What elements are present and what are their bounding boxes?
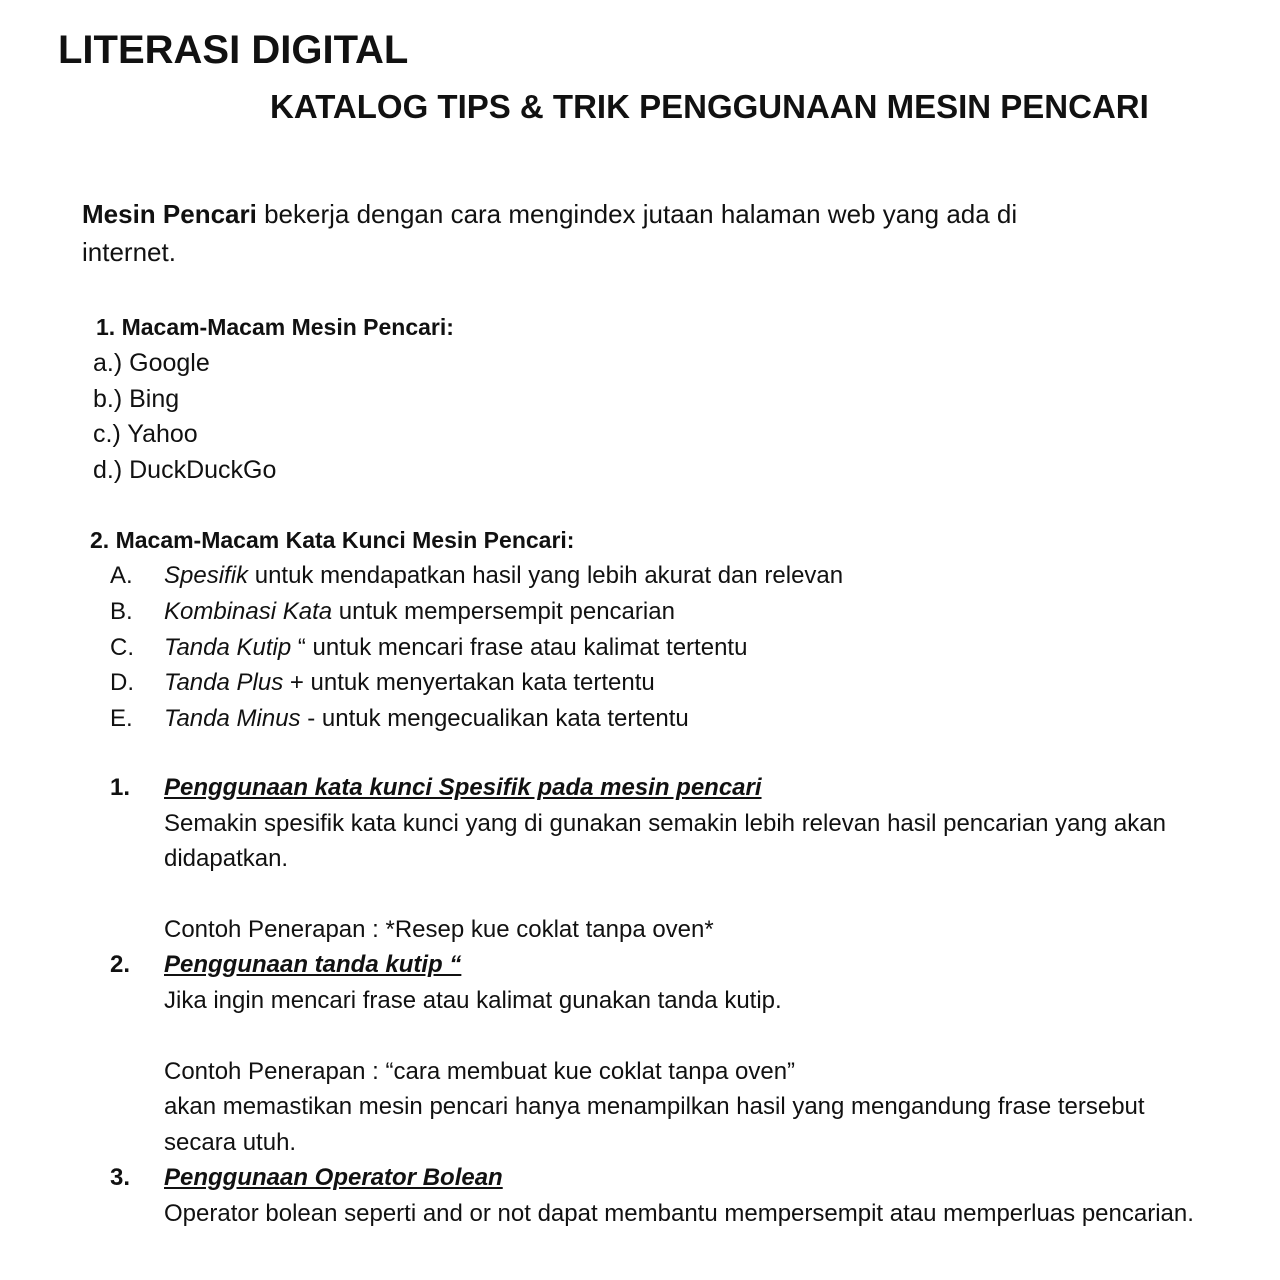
- list-item: [110, 630, 843, 666]
- keyword-description: “ untuk mencari frase atau kalimat tertentu: [291, 633, 748, 661]
- list-item: [110, 701, 843, 737]
- list-marker: D.: [110, 669, 134, 697]
- tip-number: 1.: [110, 774, 131, 801]
- tip-number: 2.: [110, 951, 131, 978]
- list-item: [110, 665, 843, 701]
- page-title: LITERASI DIGITAL: [58, 28, 409, 72]
- list-item: [110, 594, 843, 630]
- intro-bold-term: Mesin Pencari: [82, 199, 257, 229]
- tip-text: Semakin spesifik kata kunci yang di gunakan semakin lebih relevan hasil pencarian yang akan didapatkan.: [164, 809, 1166, 872]
- keyword-term: Spesifik: [164, 562, 249, 589]
- section-heading-search-engines: 1. Macam-Macam Mesin Pencari:: [96, 314, 454, 340]
- list-marker: C.: [110, 633, 134, 661]
- intro-text: bekerja dengan cara mengindex jutaan halaman web yang ada di internet.: [82, 199, 1018, 267]
- tip-text: Operator bolean seperti and or not dapat membantu mempersempit atau memperluas pencarian.: [164, 1199, 1194, 1227]
- keyword-description: + untuk menyertakan kata tertentu: [283, 669, 655, 697]
- keyword-description: untuk mendapatkan hasil yang lebih akurat dan relevan: [248, 562, 844, 589]
- keyword-term: Tanda Kutip: [164, 633, 292, 661]
- keyword-description: - untuk mengecualikan kata tertentu: [300, 705, 689, 733]
- tip-heading: Penggunaan Operator Bolean: [164, 1164, 503, 1191]
- tip-heading: Penggunaan kata kunci Spesifik pada mesin pencari: [164, 774, 762, 801]
- list-item: d.) DuckDuckGo: [93, 455, 277, 484]
- page-subtitle: KATALOG TIPS & TRIK PENGGUNAAN MESIN PENCARI: [270, 88, 1149, 125]
- list-item: [110, 558, 843, 594]
- tip-text: Jika ingin mencari frase atau kalimat gunakan tanda kutip.: [164, 986, 782, 1014]
- keyword-description: untuk mempersempit pencarian: [332, 597, 675, 625]
- keyword-term: Tanda Plus: [164, 669, 284, 697]
- list-item: a.) Google: [93, 349, 210, 377]
- tip-example: Contoh Penerapan : *Resep kue coklat tanpa oven*: [164, 916, 714, 943]
- list-marker: B.: [110, 597, 133, 625]
- list-marker: E.: [110, 705, 133, 733]
- keyword-type-list: [110, 558, 843, 737]
- tip-heading: Penggunaan tanda kutip “: [164, 951, 462, 978]
- search-engine-list: [93, 346, 276, 488]
- keyword-term: Tanda Minus: [164, 705, 301, 733]
- tip-number: 3.: [110, 1164, 131, 1191]
- intro-paragraph: [82, 195, 1082, 271]
- section-heading-keywords: 2. Macam-Macam Kata Kunci Mesin Pencari:: [90, 527, 575, 553]
- keyword-term: Kombinasi Kata: [164, 597, 333, 625]
- list-marker: A.: [110, 562, 133, 589]
- tip-example: Contoh Penerapan : “cara membuat kue coklat tanpa oven”: [164, 1057, 796, 1085]
- list-item: b.) Bing: [93, 384, 180, 413]
- list-item: c.) Yahoo: [93, 420, 198, 448]
- tip-after-text: akan memastikan mesin pencari hanya menampilkan hasil yang mengandung frase tersebut secara utuh.: [164, 1093, 1145, 1156]
